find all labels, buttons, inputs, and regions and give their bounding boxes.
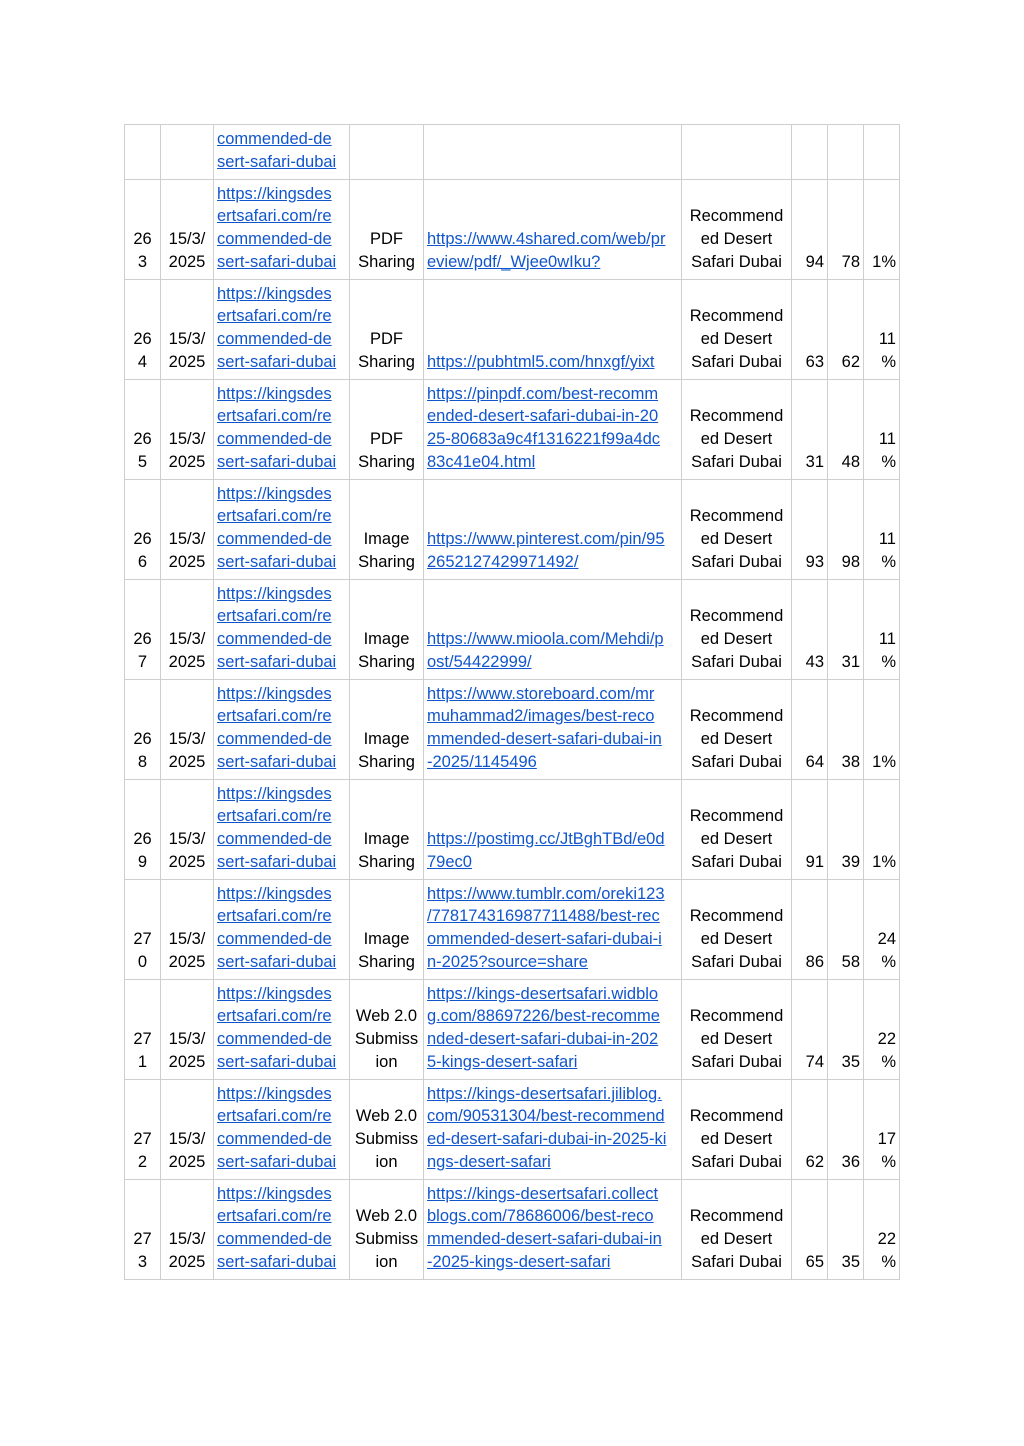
source-link[interactable]: https://kingsdes ertsafari.com/re commended-de sert-safari-dubai <box>217 184 337 271</box>
source-link[interactable]: https://kingsdes ertsafari.com/re commended-de sert-safari-dubai <box>217 284 337 371</box>
cell-submission-url <box>424 380 682 480</box>
cell-no-text: 27 3 <box>133 1230 152 1271</box>
cell-date <box>161 180 214 280</box>
submission-link[interactable]: https://www.mioola.com/Mehdi/p ost/54422999/ <box>427 630 664 671</box>
cell-type <box>350 680 424 780</box>
source-link[interactable]: https://kingsdes ertsafari.com/re commended-de sert-safari-dubai <box>217 1184 337 1271</box>
cell-type <box>350 580 424 680</box>
submission-link[interactable]: https://www.pinterest.com/pin/95 2652127429971492/ <box>427 530 665 571</box>
cell-keyword <box>682 1080 792 1180</box>
table-row-continued <box>125 125 900 180</box>
cell-date <box>161 980 214 1080</box>
cell-da <box>792 180 828 280</box>
cell-no-text: 26 5 <box>133 430 152 471</box>
cell-date-text: 15/3/ 2025 <box>168 430 206 471</box>
table-row <box>125 880 900 980</box>
cell-da <box>792 980 828 1080</box>
cell-spam-text: 1% <box>872 252 896 271</box>
cell-no-text: 27 2 <box>133 1130 152 1171</box>
cell-pa <box>828 380 864 480</box>
cell-type <box>350 1180 424 1280</box>
cell-no <box>125 580 161 680</box>
submission-link[interactable]: https://kings-desertsafari.jiliblog. com/90531304/best-recommend ed-desert-safari-dubai-in-2025-ki ngs-desert-safari <box>427 1084 667 1171</box>
cell-spam <box>864 1180 900 1280</box>
cell-submission-url <box>424 1180 682 1280</box>
cell-pa-text: 36 <box>841 1152 860 1171</box>
cell-source-url <box>214 980 350 1080</box>
cell-pa-text: 39 <box>841 852 860 871</box>
cell-spam-text: 22 % <box>877 1030 896 1071</box>
cell-da-text: 94 <box>805 252 824 271</box>
cell-pa-text: 58 <box>841 952 860 971</box>
cell-date-text: 15/3/ 2025 <box>168 830 206 871</box>
cell-type-text: Web 2.0 Submiss ion <box>354 1207 419 1271</box>
cell-type <box>350 980 424 1080</box>
cell-no <box>125 980 161 1080</box>
cell-spam-text: 24 % <box>877 930 896 971</box>
cell-no-text: 27 0 <box>133 930 152 971</box>
cell-source-url <box>214 680 350 780</box>
source-link[interactable]: commended-de sert-safari-dubai <box>217 130 337 171</box>
cell-da <box>792 1180 828 1280</box>
cell-spam <box>864 980 900 1080</box>
cell-da <box>792 680 828 780</box>
cell-keyword-text: Recommend ed Desert Safari Dubai <box>689 707 784 771</box>
cell-da <box>792 580 828 680</box>
submission-link[interactable]: https://pubhtml5.com/hnxgf/yixt <box>427 352 655 371</box>
cell-type-text: PDF Sharing <box>358 230 415 271</box>
table-row <box>125 180 900 280</box>
cell-pa-text: 78 <box>841 252 860 271</box>
cell-pa <box>828 880 864 980</box>
cell-keyword-text: Recommend ed Desert Safari Dubai <box>689 1107 784 1171</box>
cell-keyword-text: Recommend ed Desert Safari Dubai <box>689 907 784 971</box>
cell-date-text: 15/3/ 2025 <box>168 230 206 271</box>
cell-no-text: 26 7 <box>133 630 152 671</box>
submission-link[interactable]: https://pinpdf.com/best-recomm ended-desert-safari-dubai-in-20 25-80683a9c4f1316221f99a4dc 83c41e04.html <box>427 384 661 471</box>
table-row <box>125 380 900 480</box>
cell-source-url <box>214 280 350 380</box>
cell-spam <box>864 780 900 880</box>
cell-spam-text: 11 % <box>878 630 896 671</box>
cell-submission-url <box>424 180 682 280</box>
cell-date <box>161 880 214 980</box>
source-link[interactable]: https://kingsdes ertsafari.com/re commended-de sert-safari-dubai <box>217 584 337 671</box>
cell-spam-text: 17 % <box>877 1130 896 1171</box>
cell-type-text: PDF Sharing <box>358 330 415 371</box>
cell-date-text: 15/3/ 2025 <box>168 530 206 571</box>
cell-date <box>161 125 214 180</box>
cell-spam <box>864 125 900 180</box>
cell-da-text: 62 <box>805 1152 824 1171</box>
cell-submission-url <box>424 580 682 680</box>
cell-keyword-text: Recommend ed Desert Safari Dubai <box>689 507 784 571</box>
cell-pa-text: 38 <box>841 752 860 771</box>
cell-no <box>125 1080 161 1180</box>
cell-date-text: 15/3/ 2025 <box>168 930 206 971</box>
cell-date <box>161 280 214 380</box>
cell-source-url <box>214 380 350 480</box>
cell-keyword-text: Recommend ed Desert Safari Dubai <box>689 1007 784 1071</box>
cell-spam-text: 22 % <box>877 1230 896 1271</box>
cell-type-text: Web 2.0 Submiss ion <box>354 1107 419 1171</box>
cell-type-text: PDF Sharing <box>358 430 415 471</box>
cell-da <box>792 780 828 880</box>
cell-date <box>161 680 214 780</box>
cell-spam <box>864 280 900 380</box>
cell-pa <box>828 980 864 1080</box>
cell-source-url <box>214 1180 350 1280</box>
cell-keyword-text: Recommend ed Desert Safari Dubai <box>689 207 784 271</box>
cell-spam-text: 1% <box>872 852 896 871</box>
cell-no <box>125 1180 161 1280</box>
source-link[interactable]: https://kingsdes ertsafari.com/re commended-de sert-safari-dubai <box>217 384 337 471</box>
cell-keyword <box>682 780 792 880</box>
cell-date <box>161 1080 214 1180</box>
cell-date <box>161 480 214 580</box>
cell-date-text: 15/3/ 2025 <box>168 630 206 671</box>
submission-link[interactable]: https://www.4shared.com/web/pr eview/pdf/_Wjee0wIku? <box>427 230 666 271</box>
cell-spam <box>864 580 900 680</box>
cell-da-text: 31 <box>805 452 824 471</box>
cell-source-url <box>214 180 350 280</box>
cell-type <box>350 125 424 180</box>
cell-date <box>161 580 214 680</box>
backlink-table <box>124 124 900 1280</box>
cell-keyword <box>682 1180 792 1280</box>
cell-date-text: 15/3/ 2025 <box>168 1130 206 1171</box>
cell-type <box>350 180 424 280</box>
cell-submission-url <box>424 280 682 380</box>
cell-da-text: 91 <box>805 852 824 871</box>
table-row <box>125 680 900 780</box>
cell-type <box>350 480 424 580</box>
cell-type-text: Image Sharing <box>358 530 415 571</box>
cell-pa <box>828 680 864 780</box>
cell-type <box>350 880 424 980</box>
cell-keyword <box>682 380 792 480</box>
submission-link[interactable]: https://postimg.cc/JtBghTBd/e0d 79ec0 <box>427 830 665 871</box>
cell-no <box>125 480 161 580</box>
cell-pa-text: 31 <box>841 652 860 671</box>
cell-submission-url <box>424 125 682 180</box>
table-row <box>125 580 900 680</box>
cell-da-text: 63 <box>805 352 824 371</box>
cell-da <box>792 380 828 480</box>
cell-no-text: 26 4 <box>133 330 152 371</box>
submission-link[interactable]: https://www.tumblr.com/oreki123 /778174316987711488/best-rec ommended-desert-safari-dubai-i n-2025?source=share <box>427 884 665 971</box>
source-link[interactable]: https://kingsdes ertsafari.com/re commended-de sert-safari-dubai <box>217 1084 337 1171</box>
cell-da-text: 93 <box>805 552 824 571</box>
cell-pa <box>828 180 864 280</box>
cell-keyword-text: Recommend ed Desert Safari Dubai <box>689 1207 784 1271</box>
cell-date-text: 15/3/ 2025 <box>168 330 206 371</box>
table-row <box>125 780 900 880</box>
cell-type <box>350 380 424 480</box>
cell-spam-text: 11 % <box>878 330 896 371</box>
cell-date-text: 15/3/ 2025 <box>168 1230 206 1271</box>
cell-submission-url <box>424 980 682 1080</box>
cell-spam <box>864 380 900 480</box>
cell-submission-url <box>424 1080 682 1180</box>
cell-date-text: 15/3/ 2025 <box>168 1030 206 1071</box>
cell-type-text: Image Sharing <box>358 930 415 971</box>
cell-no <box>125 125 161 180</box>
source-link[interactable]: https://kingsdes ertsafari.com/re commended-de sert-safari-dubai <box>217 684 337 771</box>
cell-type-text: Image Sharing <box>358 730 415 771</box>
source-link[interactable]: https://kingsdes ertsafari.com/re commended-de sert-safari-dubai <box>217 784 337 871</box>
cell-no <box>125 180 161 280</box>
cell-da-text: 74 <box>805 1052 824 1071</box>
cell-keyword-text: Recommend ed Desert Safari Dubai <box>689 807 784 871</box>
cell-pa <box>828 580 864 680</box>
cell-type <box>350 780 424 880</box>
cell-pa-text: 35 <box>841 1052 860 1071</box>
cell-date <box>161 380 214 480</box>
cell-source-url <box>214 880 350 980</box>
cell-keyword-text: Recommend ed Desert Safari Dubai <box>689 407 784 471</box>
cell-spam-text: 11 % <box>878 430 896 471</box>
cell-spam <box>864 880 900 980</box>
source-link[interactable]: https://kingsdes ertsafari.com/re commended-de sert-safari-dubai <box>217 884 337 971</box>
table-row <box>125 980 900 1080</box>
cell-type-text: Image Sharing <box>358 830 415 871</box>
source-link[interactable]: https://kingsdes ertsafari.com/re commended-de sert-safari-dubai <box>217 984 337 1071</box>
cell-da <box>792 480 828 580</box>
submission-link[interactable]: https://kings-desertsafari.collect blogs.com/78686006/best-reco mmended-desert-safari-dubai-in -2025-kings-desert-safari <box>427 1184 662 1271</box>
cell-type <box>350 280 424 380</box>
cell-date <box>161 780 214 880</box>
cell-pa-text: 48 <box>841 452 860 471</box>
cell-pa-text: 35 <box>841 1252 860 1271</box>
cell-submission-url <box>424 780 682 880</box>
cell-pa-text: 62 <box>841 352 860 371</box>
cell-da-text: 86 <box>805 952 824 971</box>
cell-keyword <box>682 980 792 1080</box>
cell-spam-text: 1% <box>872 752 896 771</box>
cell-spam <box>864 680 900 780</box>
cell-da <box>792 125 828 180</box>
cell-da <box>792 280 828 380</box>
cell-no <box>125 780 161 880</box>
cell-type-text: Web 2.0 Submiss ion <box>354 1007 419 1071</box>
cell-no <box>125 880 161 980</box>
cell-keyword <box>682 580 792 680</box>
cell-no-text: 26 8 <box>133 730 152 771</box>
source-link[interactable]: https://kingsdes ertsafari.com/re commended-de sert-safari-dubai <box>217 484 337 571</box>
cell-spam <box>864 180 900 280</box>
cell-submission-url <box>424 880 682 980</box>
cell-pa <box>828 480 864 580</box>
cell-source-url <box>214 780 350 880</box>
table-row <box>125 1080 900 1180</box>
cell-no-text: 26 3 <box>133 230 152 271</box>
cell-pa <box>828 280 864 380</box>
cell-spam <box>864 1080 900 1180</box>
cell-keyword <box>682 680 792 780</box>
cell-pa <box>828 125 864 180</box>
cell-da <box>792 1080 828 1180</box>
cell-source-url <box>214 1080 350 1180</box>
cell-type-text: Image Sharing <box>358 630 415 671</box>
cell-no-text: 27 1 <box>133 1030 152 1071</box>
cell-da <box>792 880 828 980</box>
cell-pa <box>828 1180 864 1280</box>
cell-keyword <box>682 280 792 380</box>
cell-date-text: 15/3/ 2025 <box>168 730 206 771</box>
cell-keyword <box>682 480 792 580</box>
cell-keyword <box>682 180 792 280</box>
cell-spam-text: 11 % <box>878 530 896 571</box>
cell-source-url <box>214 125 350 180</box>
table-row <box>125 280 900 380</box>
submission-link[interactable]: https://kings-desertsafari.widblo g.com/88697226/best-recomme nded-desert-safari-dubai-in-202 5-kings-desert-safari <box>427 984 660 1071</box>
cell-keyword <box>682 125 792 180</box>
cell-keyword <box>682 880 792 980</box>
cell-da-text: 43 <box>805 652 824 671</box>
cell-submission-url <box>424 480 682 580</box>
cell-source-url <box>214 480 350 580</box>
cell-pa <box>828 780 864 880</box>
cell-no <box>125 680 161 780</box>
table-row <box>125 480 900 580</box>
submission-link[interactable]: https://www.storeboard.com/mr muhammad2/images/best-reco mmended-desert-safari-dubai-in -2025/1145496 <box>427 684 662 771</box>
cell-pa-text: 98 <box>841 552 860 571</box>
table-row <box>125 1180 900 1280</box>
cell-keyword-text: Recommend ed Desert Safari Dubai <box>689 307 784 371</box>
cell-no <box>125 280 161 380</box>
cell-keyword-text: Recommend ed Desert Safari Dubai <box>689 607 784 671</box>
cell-no-text: 26 9 <box>133 830 152 871</box>
cell-no <box>125 380 161 480</box>
cell-da-text: 64 <box>805 752 824 771</box>
cell-source-url <box>214 580 350 680</box>
cell-da-text: 65 <box>805 1252 824 1271</box>
cell-submission-url <box>424 680 682 780</box>
cell-pa <box>828 1080 864 1180</box>
cell-no-text: 26 6 <box>133 530 152 571</box>
cell-spam <box>864 480 900 580</box>
cell-date <box>161 1180 214 1280</box>
cell-type <box>350 1080 424 1180</box>
